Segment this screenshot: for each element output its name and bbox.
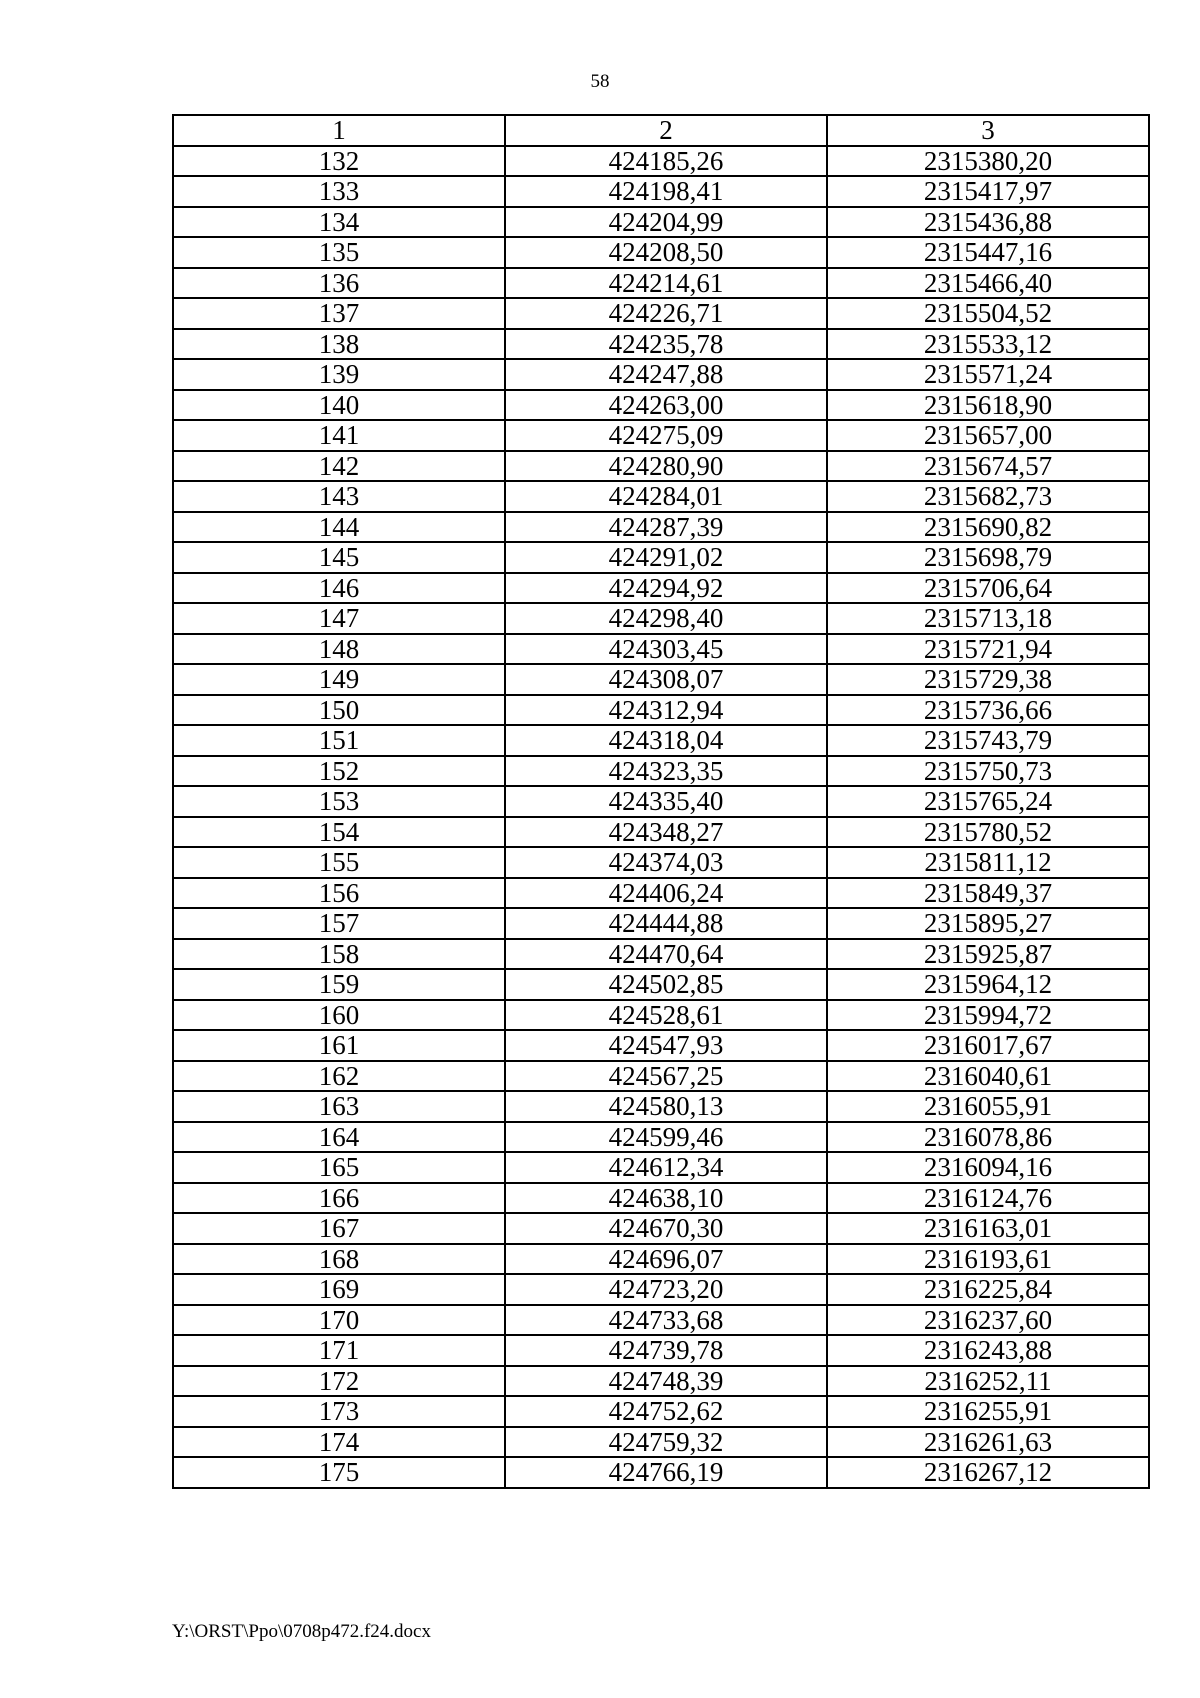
coordinate-y-cell: 2316261,63 [827,1427,1149,1458]
point-number-cell: 169 [173,1274,505,1305]
table-row [173,1030,1149,1061]
point-number-cell: 172 [173,1366,505,1397]
point-number-cell: 132 [173,146,505,177]
coordinate-x-cell: 424752,62 [505,1396,827,1427]
table-row [173,237,1149,268]
coordinate-y-cell: 2315466,40 [827,268,1149,299]
point-number-cell: 174 [173,1427,505,1458]
point-number-cell: 156 [173,878,505,909]
coordinate-y-cell: 2315765,24 [827,786,1149,817]
table-row [173,146,1149,177]
point-number-cell: 148 [173,634,505,665]
point-number-cell: 153 [173,786,505,817]
table-row [173,1274,1149,1305]
table-row [173,573,1149,604]
coordinate-x-cell: 424470,64 [505,939,827,970]
coordinate-y-cell: 2316078,86 [827,1122,1149,1153]
point-number-cell: 167 [173,1213,505,1244]
coordinate-x-cell: 424312,94 [505,695,827,726]
coordinate-y-cell: 2315436,88 [827,207,1149,238]
coordinate-y-cell: 2315417,97 [827,176,1149,207]
coordinate-x-cell: 424599,46 [505,1122,827,1153]
point-number-cell: 137 [173,298,505,329]
coordinate-x-cell: 424308,07 [505,664,827,695]
coordinate-x-cell: 424670,30 [505,1213,827,1244]
coordinate-x-cell: 424275,09 [505,420,827,451]
column-header-3: 3 [827,115,1149,146]
point-number-cell: 168 [173,1244,505,1275]
coordinate-x-cell: 424208,50 [505,237,827,268]
table-row [173,1366,1149,1397]
table-row [173,481,1149,512]
coordinate-x-cell: 424444,88 [505,908,827,939]
point-number-cell: 146 [173,573,505,604]
coordinate-x-cell: 424294,92 [505,573,827,604]
point-number-cell: 136 [173,268,505,299]
table-row [173,1213,1149,1244]
point-number-cell: 159 [173,969,505,1000]
point-number-cell: 147 [173,603,505,634]
coordinate-x-cell: 424235,78 [505,329,827,360]
point-number-cell: 160 [173,1000,505,1031]
table-row [173,817,1149,848]
coordinate-y-cell: 2316124,76 [827,1183,1149,1214]
point-number-cell: 151 [173,725,505,756]
coordinate-y-cell: 2316040,61 [827,1061,1149,1092]
coordinate-y-cell: 2315721,94 [827,634,1149,665]
coordinate-x-cell: 424291,02 [505,542,827,573]
coordinate-x-cell: 424198,41 [505,176,827,207]
table-row [173,908,1149,939]
coordinate-x-cell: 424348,27 [505,817,827,848]
point-number-cell: 162 [173,1061,505,1092]
coordinate-y-cell: 2315743,79 [827,725,1149,756]
coordinate-y-cell: 2316193,61 [827,1244,1149,1275]
coordinate-y-cell: 2315380,20 [827,146,1149,177]
table-row [173,756,1149,787]
coordinate-y-cell: 2316225,84 [827,1274,1149,1305]
table-row [173,359,1149,390]
table-header [173,115,1149,146]
coordinate-y-cell: 2315674,57 [827,451,1149,482]
point-number-cell: 134 [173,207,505,238]
point-number-cell: 165 [173,1152,505,1183]
coordinate-y-cell: 2315994,72 [827,1000,1149,1031]
coordinate-y-cell: 2316252,11 [827,1366,1149,1397]
table-row [173,176,1149,207]
table-row [173,329,1149,360]
coordinate-y-cell: 2315447,16 [827,237,1149,268]
table-row [173,512,1149,543]
coordinate-x-cell: 424612,34 [505,1152,827,1183]
table-row [173,969,1149,1000]
coordinate-x-cell: 424733,68 [505,1305,827,1336]
coordinate-x-cell: 424374,03 [505,847,827,878]
point-number-cell: 157 [173,908,505,939]
point-number-cell: 135 [173,237,505,268]
table-row [173,1061,1149,1092]
table-row [173,298,1149,329]
point-number-cell: 141 [173,420,505,451]
coordinate-x-cell: 424580,13 [505,1091,827,1122]
coordinate-x-cell: 424502,85 [505,969,827,1000]
coordinate-x-cell: 424547,93 [505,1030,827,1061]
table-body [173,146,1149,1488]
coordinate-y-cell: 2316255,91 [827,1396,1149,1427]
coordinates-table [172,114,1150,1489]
coordinate-x-cell: 424284,01 [505,481,827,512]
coordinate-x-cell: 424298,40 [505,603,827,634]
coordinate-y-cell: 2315925,87 [827,939,1149,970]
table-row [173,1396,1149,1427]
table-row [173,1152,1149,1183]
coordinate-y-cell: 2315533,12 [827,329,1149,360]
table-row [173,603,1149,634]
coordinate-y-cell: 2315682,73 [827,481,1149,512]
table-row [173,451,1149,482]
coordinate-x-cell: 424303,45 [505,634,827,665]
point-number-cell: 133 [173,176,505,207]
table-row [173,664,1149,695]
coordinate-y-cell: 2315698,79 [827,542,1149,573]
coordinate-y-cell: 2316243,88 [827,1335,1149,1366]
coordinate-y-cell: 2315618,90 [827,390,1149,421]
coordinate-y-cell: 2315657,00 [827,420,1149,451]
coordinate-x-cell: 424280,90 [505,451,827,482]
column-header-1: 1 [173,115,505,146]
point-number-cell: 149 [173,664,505,695]
coordinate-x-cell: 424263,00 [505,390,827,421]
point-number-cell: 161 [173,1030,505,1061]
point-number-cell: 142 [173,451,505,482]
table-row [173,634,1149,665]
coordinate-x-cell: 424406,24 [505,878,827,909]
coordinate-x-cell: 424226,71 [505,298,827,329]
table-row [173,786,1149,817]
coordinate-y-cell: 2315690,82 [827,512,1149,543]
coordinate-x-cell: 424204,99 [505,207,827,238]
point-number-cell: 145 [173,542,505,573]
point-number-cell: 164 [173,1122,505,1153]
coordinate-y-cell: 2315849,37 [827,878,1149,909]
point-number-cell: 170 [173,1305,505,1336]
footer-file-path: Y:\ORST\Ppo\0708p472.f24.docx [172,1621,431,1642]
coordinate-y-cell: 2316163,01 [827,1213,1149,1244]
coordinate-y-cell: 2316094,16 [827,1152,1149,1183]
table-row [173,542,1149,573]
point-number-cell: 158 [173,939,505,970]
coordinate-y-cell: 2315706,64 [827,573,1149,604]
coordinate-x-cell: 424185,26 [505,146,827,177]
coordinate-x-cell: 424638,10 [505,1183,827,1214]
table-row [173,1427,1149,1458]
coordinate-x-cell: 424214,61 [505,268,827,299]
point-number-cell: 175 [173,1457,505,1488]
table-row [173,878,1149,909]
coordinate-y-cell: 2315571,24 [827,359,1149,390]
coordinate-x-cell: 424528,61 [505,1000,827,1031]
coordinate-y-cell: 2315729,38 [827,664,1149,695]
coordinate-y-cell: 2316055,91 [827,1091,1149,1122]
table-row [173,1091,1149,1122]
coordinate-x-cell: 424287,39 [505,512,827,543]
coordinate-y-cell: 2315811,12 [827,847,1149,878]
coordinate-y-cell: 2315895,27 [827,908,1149,939]
table-row [173,420,1149,451]
table-row [173,695,1149,726]
table-row [173,1305,1149,1336]
coordinate-x-cell: 424567,25 [505,1061,827,1092]
coordinate-x-cell: 424247,88 [505,359,827,390]
coordinate-x-cell: 424696,07 [505,1244,827,1275]
coordinate-y-cell: 2315504,52 [827,298,1149,329]
coordinate-x-cell: 424335,40 [505,786,827,817]
point-number-cell: 173 [173,1396,505,1427]
point-number-cell: 152 [173,756,505,787]
column-header-2: 2 [505,115,827,146]
coordinate-y-cell: 2315750,73 [827,756,1149,787]
coordinate-y-cell: 2315713,18 [827,603,1149,634]
coordinate-y-cell: 2315964,12 [827,969,1149,1000]
point-number-cell: 166 [173,1183,505,1214]
header-row [173,115,1149,146]
coordinate-x-cell: 424766,19 [505,1457,827,1488]
table-row [173,390,1149,421]
point-number-cell: 139 [173,359,505,390]
point-number-cell: 154 [173,817,505,848]
table-row [173,268,1149,299]
coordinate-y-cell: 2315736,66 [827,695,1149,726]
table-row [173,939,1149,970]
table-row [173,1122,1149,1153]
coordinate-y-cell: 2315780,52 [827,817,1149,848]
point-number-cell: 155 [173,847,505,878]
table-row [173,1335,1149,1366]
point-number-cell: 143 [173,481,505,512]
coordinate-x-cell: 424748,39 [505,1366,827,1397]
point-number-cell: 144 [173,512,505,543]
coordinate-x-cell: 424323,35 [505,756,827,787]
point-number-cell: 138 [173,329,505,360]
table-row [173,1000,1149,1031]
coordinate-x-cell: 424318,04 [505,725,827,756]
table-row [173,1457,1149,1488]
coordinate-y-cell: 2316017,67 [827,1030,1149,1061]
point-number-cell: 163 [173,1091,505,1122]
table-row [173,725,1149,756]
table-row [173,1244,1149,1275]
point-number-cell: 171 [173,1335,505,1366]
coordinate-x-cell: 424739,78 [505,1335,827,1366]
coordinate-y-cell: 2316237,60 [827,1305,1149,1336]
table-row [173,207,1149,238]
coordinate-y-cell: 2316267,12 [827,1457,1149,1488]
point-number-cell: 140 [173,390,505,421]
table-row [173,847,1149,878]
coordinate-x-cell: 424723,20 [505,1274,827,1305]
point-number-cell: 150 [173,695,505,726]
table-row [173,1183,1149,1214]
page-number: 58 [590,71,610,92]
coordinate-x-cell: 424759,32 [505,1427,827,1458]
